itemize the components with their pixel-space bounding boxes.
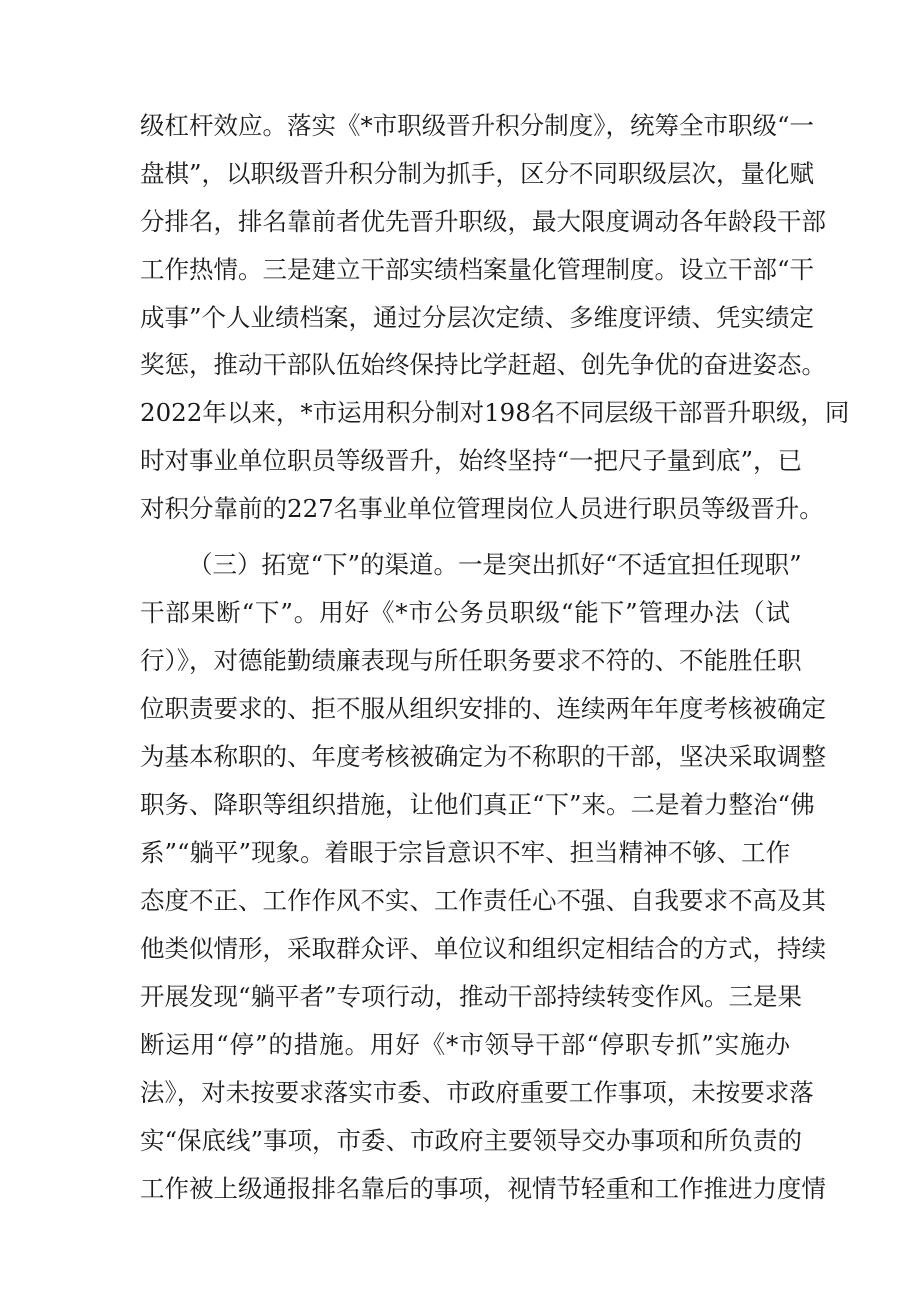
text-line: 系”“躺平”现象。着眼于宗旨意识不牢、担当精神不够、工作 bbox=[140, 838, 791, 867]
text-line: 工作热情。三是建立干部实绩档案量化管理制度。设立干部“干 bbox=[140, 255, 815, 284]
text-line: 职务、降职等组织措施，让他们真正“下”来。二是着力整治“佛 bbox=[140, 790, 815, 819]
text-line: 时对事业单位职员等级晋升，始终坚持“一把尺子量到底”，已 bbox=[140, 446, 803, 475]
text-line: 成事”个人业绩档案，通过分层次定绩、多维度评绩、凭实绩定 bbox=[140, 303, 815, 332]
text-line: 实“保底线”事项，市委、市政府主要领导交办事项和所负责的 bbox=[140, 1126, 803, 1155]
text-line: 干部果断“下”。用好《*市公务员职级“能下”管理办法（试 bbox=[140, 598, 790, 627]
text-line: 位职责要求的、拒不服从组织安排的、连续两年年度考核被确定 bbox=[140, 694, 826, 723]
text-line: 盘棋”，以职级晋升积分制为抓手，区分不同职级层次，量化赋 bbox=[140, 159, 815, 188]
text-line: 分排名，排名靠前者优先晋升职级，最大限度调动各年龄段干部 bbox=[140, 207, 826, 236]
text-line: 法》，对未按要求落实市委、市政府重要工作事项，未按要求落 bbox=[140, 1078, 814, 1107]
text-line: 级杠杆效应。落实《*市职级晋升积分制度》，统筹全市职级“一 bbox=[140, 111, 815, 140]
text-line: 行）》，对德能勤绩廉表现与所任职务要求不符的、不能胜任职 bbox=[140, 646, 802, 675]
text-line: 对积分靠前的227名事业单位管理岗位人员进行职员等级晋升。 bbox=[140, 494, 824, 523]
text-line: 断运用“停”的措施。用好《*市领导干部“停职专抓”实施办 bbox=[140, 1030, 790, 1059]
text-line: 工作被上级通报排名靠后的事项，视情节轻重和工作推进力度情 bbox=[140, 1174, 826, 1203]
text-line: 奖惩，推动干部队伍始终保持比学赶超、创先争优的奋进姿态。 bbox=[140, 350, 826, 379]
paragraph-heading-line: （三）拓宽“下”的渠道。一是突出抓好“不适宜担任现职” bbox=[188, 550, 802, 579]
text-line: 态度不正、工作作风不实、工作责任心不强、自我要求不高及其 bbox=[140, 886, 826, 915]
text-line: 开展发现“躺平者”专项行动，推动干部持续转变作风。三是果 bbox=[140, 982, 803, 1011]
text-line: 2022年以来，*市运用积分制对198名不同层级干部晋升职级，同 bbox=[140, 398, 850, 427]
text-line: 为基本称职的、年度考核被确定为不称职的干部，坚决采取调整 bbox=[140, 742, 826, 771]
text-line: 他类似情形，采取群众评、单位议和组织定相结合的方式，持续 bbox=[140, 934, 826, 963]
